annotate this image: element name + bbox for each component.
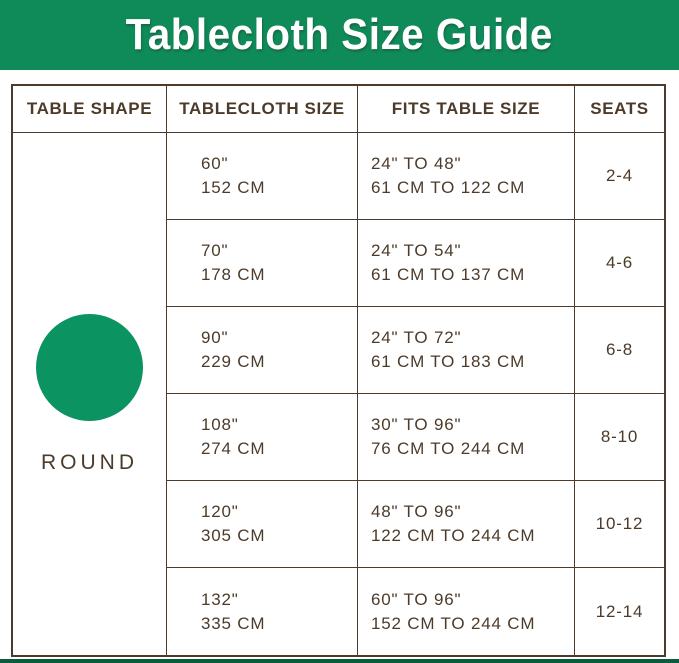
size-cm: 274 CM xyxy=(201,439,266,458)
fits-cm: 76 CM TO 244 CM xyxy=(371,439,526,458)
seats-cell xyxy=(575,568,664,655)
size-inches: 70" xyxy=(201,241,229,260)
title-banner xyxy=(0,0,679,70)
bottom-accent-bar xyxy=(0,659,679,663)
fits-table-size-cell xyxy=(358,220,575,307)
shape-label: ROUND xyxy=(41,450,138,474)
fits-cm: 152 CM TO 244 CM xyxy=(371,613,536,633)
header-tablecloth-size: TABLECLOTH SIZE xyxy=(167,86,358,133)
fits-table-size-cell xyxy=(358,307,575,394)
header-seats: SEATS xyxy=(575,86,664,133)
seats-cell xyxy=(575,307,664,394)
size-inches: 132" xyxy=(201,589,239,609)
seats-value: 10-12 xyxy=(595,514,644,533)
tablecloth-size-cell xyxy=(167,568,358,655)
fits-inches: 24" TO 48" xyxy=(371,154,462,173)
fits-inches: 60" TO 96" xyxy=(371,589,462,609)
fits-cm: 61 CM TO 122 CM xyxy=(371,178,526,197)
fits-cm: 122 CM TO 244 CM xyxy=(371,526,536,545)
size-cm: 335 CM xyxy=(201,613,266,633)
fits-inches: 24" TO 54" xyxy=(371,241,462,260)
size-cm: 305 CM xyxy=(201,526,266,545)
fits-table-size-cell xyxy=(358,394,575,481)
fits-cm: 61 CM TO 137 CM xyxy=(371,265,526,284)
size-inches: 108" xyxy=(201,415,239,434)
size-cm: 229 CM xyxy=(201,352,266,371)
tablecloth-size-cell xyxy=(167,220,358,307)
fits-cm: 61 CM TO 183 CM xyxy=(371,352,526,371)
size-cm: 152 CM xyxy=(201,178,266,197)
fits-table-size-cell xyxy=(358,133,575,220)
round-shape-icon xyxy=(36,314,143,421)
size-cm: 178 CM xyxy=(201,265,266,284)
size-inches: 120" xyxy=(201,502,239,521)
seats-cell xyxy=(575,220,664,307)
seats-value: 2-4 xyxy=(606,166,633,185)
seats-cell xyxy=(575,394,664,481)
tablecloth-size-cell xyxy=(167,394,358,481)
tablecloth-size-cell xyxy=(167,307,358,394)
fits-inches: 30" TO 96" xyxy=(371,415,462,434)
fits-inches: 48" TO 96" xyxy=(371,502,462,521)
tablecloth-size-cell xyxy=(167,133,358,220)
seats-value: 4-6 xyxy=(606,253,633,272)
header-table-shape: TABLE SHAPE xyxy=(13,86,167,133)
seats-value: 6-8 xyxy=(606,340,633,359)
fits-table-size-cell xyxy=(358,481,575,568)
tablecloth-size-cell xyxy=(167,481,358,568)
seats-cell xyxy=(575,133,664,220)
seats-cell xyxy=(575,481,664,568)
seats-value: 8-10 xyxy=(600,427,639,446)
size-inches: 60" xyxy=(201,154,229,173)
table-shape-cell xyxy=(13,133,167,655)
size-guide-table xyxy=(11,84,666,657)
page-title: Tablecloth Size Guide xyxy=(125,10,554,59)
seats-value: 12-14 xyxy=(595,601,644,621)
fits-table-size-cell xyxy=(358,568,575,655)
fits-inches: 24" TO 72" xyxy=(371,328,462,347)
size-inches: 90" xyxy=(201,328,229,347)
header-fits-table-size: FITS TABLE SIZE xyxy=(358,86,575,133)
